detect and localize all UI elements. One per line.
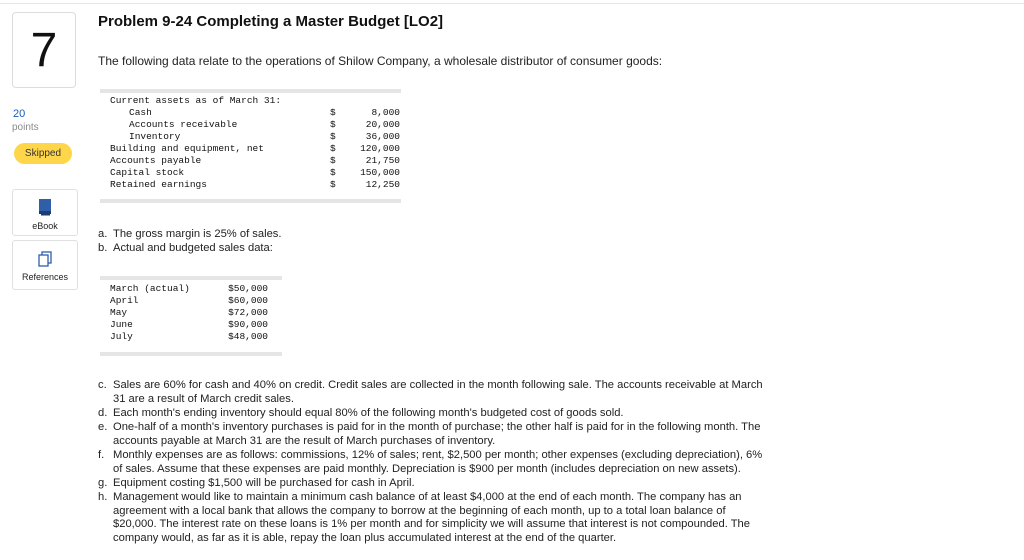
ebook-button[interactable] — [12, 189, 78, 236]
note-h — [98, 491, 858, 545]
balance-row-currency: $ — [330, 107, 336, 118]
sales-amount: $60,000 — [228, 295, 268, 306]
balance-table — [100, 89, 401, 203]
note-f — [98, 449, 858, 476]
book-icon — [38, 198, 52, 216]
question-number: 7 — [12, 12, 76, 88]
balance-table-header: Current assets as of March 31: — [110, 95, 282, 106]
note-g — [98, 477, 858, 491]
note-letter: g. — [98, 477, 108, 489]
balance-row-label: Accounts receivable — [129, 119, 238, 130]
note-line: Management would like to maintain a minimum cash balance of at least $4,000 at the end of each month. The company has an — [113, 491, 742, 503]
balance-row-label: Retained earnings — [110, 179, 207, 190]
balance-row-amount: 150,000 — [360, 167, 400, 178]
note-letter: d. — [98, 407, 108, 419]
sales-amount: $90,000 — [228, 319, 268, 330]
ebook-label: eBook — [32, 221, 58, 231]
problem-title: Problem 9-24 Completing a Master Budget [LO2] — [98, 13, 444, 30]
sales-month: April — [110, 295, 139, 306]
note-text: Actual and budgeted sales data: — [113, 242, 273, 254]
note-letter: c. — [98, 379, 107, 391]
note-a — [98, 228, 698, 242]
balance-row-label: Building and equipment, net — [110, 143, 264, 154]
note-letter: h. — [98, 491, 108, 503]
balance-row-amount: 8,000 — [371, 107, 400, 118]
balance-row-amount: 120,000 — [360, 143, 400, 154]
sales-month: May — [110, 307, 128, 318]
note-line: 31 are a result of March credit sales. — [113, 392, 294, 405]
balance-row-currency: $ — [330, 155, 336, 166]
note-d — [98, 407, 858, 421]
references-icon — [38, 251, 52, 267]
note-line: Equipment costing $1,500 will be purchased for cash in April. — [113, 477, 415, 489]
balance-row-label: Capital stock — [110, 167, 185, 178]
note-letter: f. — [98, 449, 105, 461]
note-line: of sales. Assume that these expenses are paid monthly. Depreciation is $900 per month (includes depreciation on new assets). — [113, 462, 741, 475]
note-letter: e. — [98, 421, 108, 433]
problem-intro: The following data relate to the operations of Shilow Company, a wholesale distributor of consumer goods: — [98, 54, 663, 68]
sales-amount: $72,000 — [228, 307, 268, 318]
sales-amount: $50,000 — [228, 283, 268, 294]
sales-month: June — [110, 319, 133, 330]
sales-month: March (actual) — [110, 283, 190, 294]
note-letter: b. — [98, 242, 108, 254]
sales-amount: $48,000 — [228, 331, 268, 342]
note-line: $20,000. The interest rate on these loans is 1% per month and for simplicity we will assume that interest is not compounded. The — [113, 518, 750, 531]
references-label: References — [21, 272, 69, 282]
points-value: 20 — [13, 108, 26, 120]
balance-row-currency: $ — [330, 167, 336, 178]
note-line: Each month's ending inventory should equal 80% of the following month's budgeted cost of goods sold. — [113, 407, 624, 419]
balance-row-label: Inventory — [129, 131, 181, 142]
note-line: One-half of a month's inventory purchases is paid for in the month of purchase; the other half is paid for in the following month. The — [113, 421, 761, 433]
note-b — [98, 242, 698, 256]
balance-row-currency: $ — [330, 143, 336, 154]
balance-row-amount: 36,000 — [365, 131, 400, 142]
note-text: The gross margin is 25% of sales. — [113, 228, 282, 240]
sales-month: July — [110, 331, 133, 342]
note-e — [98, 421, 858, 448]
top-divider — [0, 3, 1024, 4]
note-c — [98, 379, 858, 406]
balance-row-amount: 12,250 — [365, 179, 400, 190]
balance-row-label: Accounts payable — [110, 155, 202, 166]
balance-row-currency: $ — [330, 119, 336, 130]
note-line: company would, as far as it is able, repay the loan plus accumulated interest at the end of the quarter. — [113, 531, 617, 544]
note-line: accounts payable at March 31 are the result of March purchases of inventory. — [113, 434, 496, 447]
balance-row-amount: 21,750 — [365, 155, 400, 166]
references-button[interactable] — [12, 240, 78, 290]
balance-row-label: Cash — [129, 107, 152, 118]
skipped-badge: Skipped — [14, 143, 72, 164]
balance-row-currency: $ — [330, 131, 336, 142]
balance-row-currency: $ — [330, 179, 336, 190]
note-line: Monthly expenses are as follows: commissions, 12% of sales; rent, $2,500 per month; other expenses (excluding depreciation), 6% — [113, 449, 763, 461]
note-letter: a. — [98, 228, 108, 240]
note-line: agreement with a local bank that allows the company to borrow at the beginning of each month, up to a total loan balance of — [113, 504, 726, 517]
points-label: points — [12, 122, 39, 133]
note-line: Sales are 60% for cash and 40% on credit. Credit sales are collected in the month following sale. The accounts receivable at March — [113, 379, 763, 391]
balance-row-amount: 20,000 — [365, 119, 400, 130]
sales-table — [100, 276, 282, 356]
